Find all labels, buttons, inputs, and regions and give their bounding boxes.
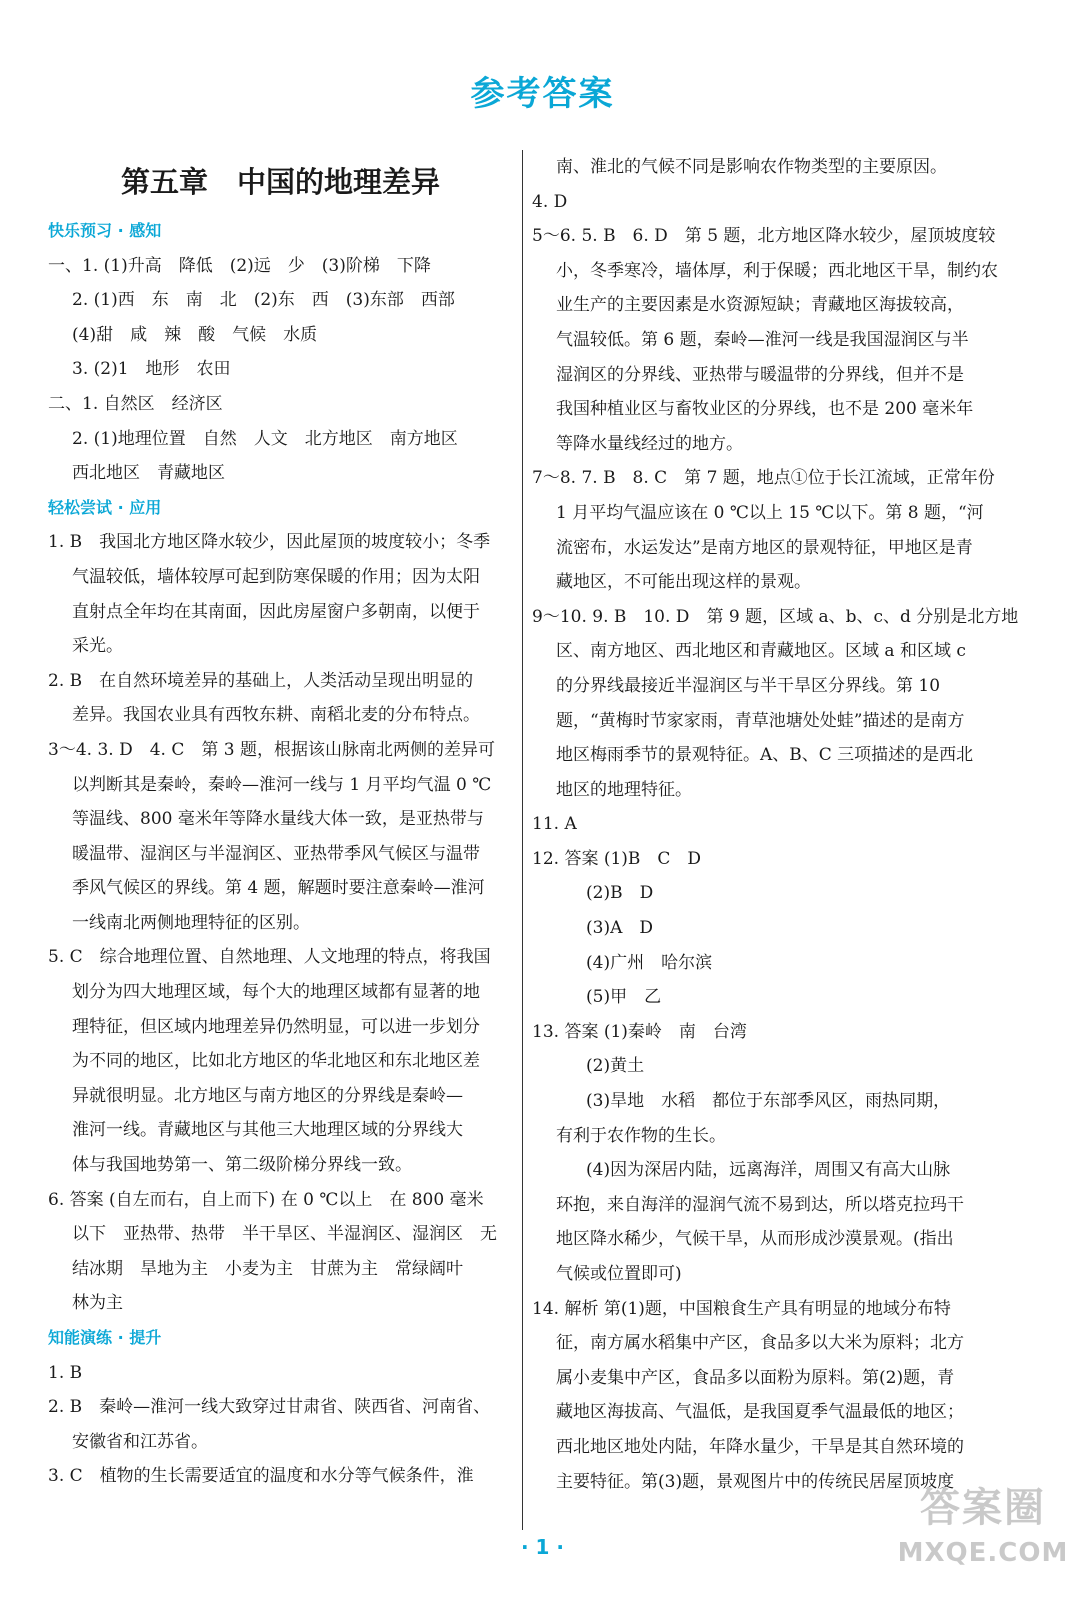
answer-line: 2. B 秦岭—淮河一线大致穿过甘肃省、陕西省、河南省、 [48, 1397, 491, 1418]
section-heading-drill: 知能演练 · 提升 [48, 1328, 162, 1347]
answer-line: 征，南方属水稻集中产区，食品多以大米为原料；北方 [556, 1333, 964, 1354]
answer-line: 主要特征。第(3)题，景观图片中的传统民居屋顶坡度 [556, 1471, 955, 1492]
answer-line: 异就很明显。北方地区与南方地区的分界线是秦岭— [72, 1085, 463, 1106]
answer-line: (3)A D [586, 918, 653, 939]
answer-line: 一、1. (1)升高 降低 (2)远 少 (3)阶梯 下降 [48, 255, 431, 276]
answer-line: 气候或位置即可) [556, 1264, 682, 1284]
section-heading-preview: 快乐预习 · 感知 [48, 221, 162, 240]
answer-line: 1. B 我国北方地区降水较少，因此屋顶的坡度较小；冬季 [48, 532, 491, 553]
answer-line: 气温较低。第 6 题，秦岭—淮河一线是我国湿润区与半 [556, 329, 969, 350]
answer-line: 为不同的地区，比如北方地区的华北地区和东北地区差 [72, 1051, 480, 1072]
answer-line: 2. (1)地理位置 自然 人文 北方地区 南方地区 [72, 428, 458, 449]
answer-line: 1. B [48, 1362, 83, 1383]
page-number: · 1 · [520, 1535, 565, 1559]
column-divider [522, 150, 523, 1530]
answer-line: 14. 解析 第(1)题，中国粮食生产具有明显的地域分布特 [532, 1298, 951, 1319]
answer-line: (3)旱地 水稻 都位于东部季风区，雨热同期， [586, 1091, 951, 1112]
answer-line: 2. (1)西 东 南 北 (2)东 西 (3)东部 西部 [72, 290, 455, 311]
answer-line: 藏地区，不可能出现这样的景观。 [556, 572, 811, 593]
right-column [532, 150, 1019, 1499]
answer-line: 以判断其是秦岭，秦岭—淮河一线与 1 月平均气温 0 ℃ [72, 774, 492, 795]
answer-line: 直射点全年均在其南面，因此房屋窗户多朝南，以便于 [72, 601, 480, 622]
answer-line: 差异。我国农业具有西牧东耕、南稻北麦的分布特点。 [72, 705, 480, 726]
answer-line: 属小麦集中产区，食品多以面粉为原料。第(2)题，青 [556, 1367, 955, 1388]
answer-line: 南、淮北的气候不同是影响农作物类型的主要原因。 [556, 157, 947, 177]
answer-line: 暖温带、湿润区与半湿润区、亚热带季风气候区与温带 [72, 843, 480, 864]
answer-line: 等降水量线经过的地方。 [556, 433, 743, 454]
answer-line: 林为主 [72, 1293, 123, 1314]
answer-line: 3. (2)1 地形 农田 [72, 359, 231, 380]
answer-line: 二、1. 自然区 经济区 [48, 393, 223, 414]
answer-line: (2)黄土 [586, 1056, 645, 1077]
watermark-logo [888, 1480, 1078, 1590]
answer-line: 4. D [532, 191, 568, 212]
answer-line: 湿润区的分界线、亚热带与暖温带的分界线，但并不是 [556, 364, 964, 385]
answer-line: 划分为四大地理区域，每个大的地理区域都有显著的地 [72, 982, 480, 1003]
answer-line: 理特征，但区域内地理差异仍然明显，可以进一步划分 [72, 1016, 480, 1037]
answer-line: 12. 答案 (1)B C D [532, 848, 702, 869]
answer-line: (4)广州 哈尔滨 [586, 952, 713, 973]
answer-line: 气温较低，墙体较厚可起到防寒保暖的作用；因为太阳 [72, 566, 480, 587]
answer-line: 安徽省和江苏省。 [72, 1431, 208, 1452]
answer-line: 结冰期 旱地为主 小麦为主 甘蔗为主 常绿阔叶 [72, 1258, 463, 1279]
answer-line: 5～6. 5. B 6. D 第 5 题，北方地区降水较少，屋顶坡度较 [532, 226, 996, 247]
answer-line: 11. A [532, 814, 577, 835]
answer-line: 有利于农作物的生长。 [556, 1125, 726, 1146]
answer-line: 西北地区 青藏地区 [72, 463, 225, 484]
answer-line: 地区降水稀少，气候干旱，从而形成沙漠景观。(指出 [556, 1229, 954, 1250]
answer-line: (2)B D [586, 883, 654, 904]
answer-line: 淮河一线。青藏地区与其他三大地理区域的分界线大 [72, 1120, 463, 1141]
answer-line: 3～4. 3. D 4. C 第 3 题，根据该山脉南北两侧的差异可 [48, 739, 495, 760]
answer-line: 6. 答案 (自左而右，自上而下) 在 0 ℃以上 在 800 毫米 [48, 1189, 484, 1210]
answer-line: 区、南方地区、西北地区和青藏地区。区域 a 和区域 c [556, 641, 966, 662]
answer-line: 等温线、800 毫米年等降水量线大体一致，是亚热带与 [72, 809, 484, 830]
answer-line: 小，冬季寒冷，墙体厚，利于保暖；西北地区干旱，制约农 [556, 260, 998, 281]
answer-line: 题，“黄梅时节家家雨，青草池塘处处蛙”描述的是南方 [556, 710, 965, 731]
answer-line: 采光。 [72, 636, 123, 657]
answer-line: (5)甲 乙 [586, 987, 662, 1008]
answer-line: 体与我国地势第一、第二级阶梯分界线一致。 [72, 1155, 412, 1176]
answer-line: 藏地区海拔高、气温低，是我国夏季气温最低的地区； [556, 1402, 964, 1423]
answer-line: (4)甜 咸 辣 酸 气候 水质 [72, 324, 318, 345]
answer-line: 2. B 在自然环境差异的基础上，人类活动呈现出明显的 [48, 670, 474, 691]
answer-line: 1 月平均气温应该在 0 ℃以上 15 ℃以下。第 8 题，“河 [556, 502, 984, 523]
answer-line: 一线南北两侧地理特征的区别。 [72, 912, 310, 933]
answer-line: 5. C 综合地理位置、自然地理、人文地理的特点，将我国 [48, 947, 491, 968]
answer-line: 地区的地理特征。 [556, 779, 692, 800]
answer-line: 7～8. 7. B 8. C 第 7 题，地点①位于长江流域，正常年份 [532, 468, 995, 489]
answer-line: 以下 亚热带、热带 半干旱区、半湿润区、湿润区 无 [72, 1224, 497, 1245]
chapter-title: 第五章 中国的地理差异 [120, 165, 440, 199]
page-title: 参考答案 [470, 74, 615, 114]
answer-line: 地区梅雨季节的景观特征。A、B、C 三项描述的是西北 [556, 745, 974, 766]
answer-line: 环抱，来自海洋的湿润气流不易到达，所以塔克拉玛干 [556, 1194, 964, 1215]
answer-line: 流密布，水运发达”是南方地区的景观特征，甲地区是青 [556, 537, 973, 558]
left-column [48, 150, 513, 1494]
answer-line: (4)因为深居内陆，远离海洋，周围又有高大山脉 [586, 1160, 951, 1181]
answer-line: 9～10. 9. B 10. D 第 9 题，区域 a、b、c、d 分别是北方地 [532, 606, 1019, 627]
watermark-text: 答案圈 [920, 1485, 1046, 1531]
answer-line: 13. 答案 (1)秦岭 南 台湾 [532, 1021, 747, 1042]
answer-line: 业生产的主要因素是水资源短缺；青藏地区海拔较高， [556, 295, 964, 316]
answer-line: 季风气候区的界线。第 4 题，解题时要注意秦岭—淮河 [72, 878, 485, 899]
section-heading-try: 轻松尝试 · 应用 [48, 497, 162, 517]
watermark-domain: MXQE.COM [897, 1538, 1069, 1568]
answer-line: 的分界线最接近半湿润区与半干旱区分界线。第 10 [556, 675, 941, 696]
answer-line: 我国种植业区与畜牧业区的分界线，也不是 200 毫米年 [556, 399, 974, 420]
answer-line: 3. C 植物的生长需要适宜的温度和水分等气候条件，淮 [48, 1466, 474, 1487]
answer-line: 西北地区地处内陆，年降水量少，干旱是其自然环境的 [556, 1436, 964, 1457]
